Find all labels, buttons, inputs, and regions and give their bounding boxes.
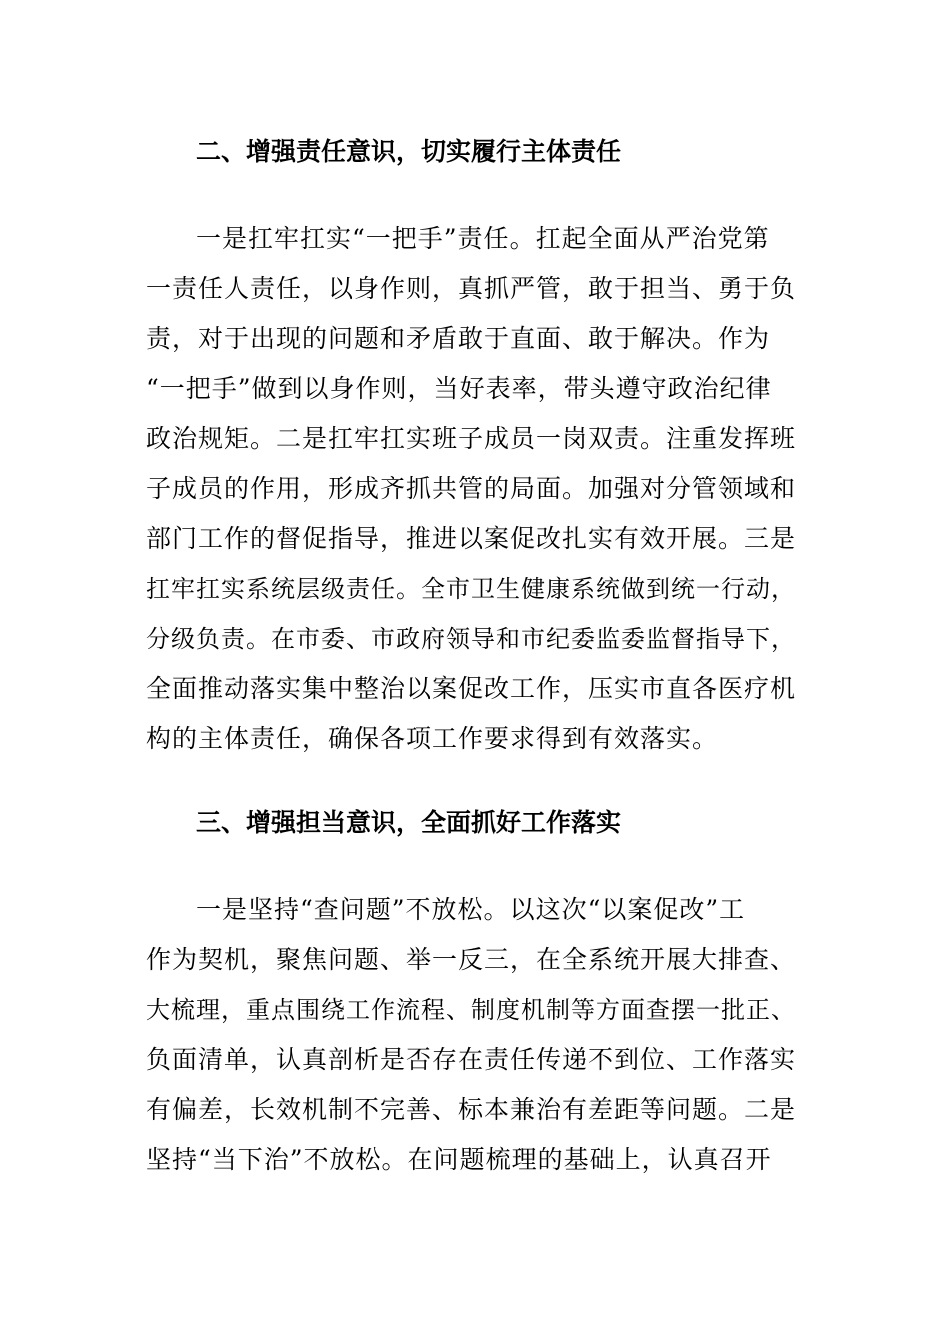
paragraph-line: 部门工作的督促指导，推进以案促改扎实有效开展。三是 bbox=[146, 524, 797, 553]
paragraph-line: 作为契机，聚焦问题、举一反三，在全系统开展大排查、 bbox=[146, 945, 797, 974]
paragraph-line: 一是坚持“查问题”不放松。以这次“以案促改”工 bbox=[196, 895, 746, 924]
paragraph-line: 全面推动落实集中整治以案促改工作，压实市直各医疗机 bbox=[146, 674, 797, 703]
paragraph-line: 构的主体责任，确保各项工作要求得到有效落实。 bbox=[146, 724, 719, 753]
paragraph-line: 扛牢扛实系统层级责任。全市卫生健康系统做到统一行动， bbox=[146, 575, 796, 603]
paragraph-line: 责，对于出现的问题和矛盾敢于直面、敢于解决。作为 bbox=[146, 324, 771, 353]
section-heading-3: 三、增强担当意识，全面抓好工作落实 bbox=[196, 808, 622, 837]
paragraph-line: 子成员的作用，形成齐抓共管的局面。加强对分管领域和 bbox=[146, 474, 797, 503]
paragraph-line: 一责任人责任，以身作则，真抓严管，敢于担当、勇于负 bbox=[146, 274, 797, 303]
section-heading-2: 二、增强责任意识，切实履行主体责任 bbox=[196, 137, 622, 166]
paragraph-line: 大梳理，重点围绕工作流程、制度机制等方面查摆一批正、 bbox=[146, 996, 796, 1024]
paragraph-line: 分级负责。在市委、市政府领导和市纪委监委监督指导下， bbox=[146, 625, 796, 653]
paragraph-line: 坚持“当下治”不放松。在问题梳理的基础上，认真召开 bbox=[146, 1145, 772, 1174]
paragraph-line: 有偏差，长效机制不完善、标本兼治有差距等问题。二是 bbox=[146, 1095, 797, 1124]
paragraph-line: 负面清单，认真剖析是否存在责任传递不到位、工作落实 bbox=[146, 1045, 797, 1074]
paragraph-line: “一把手”做到以身作则，当好表率，带头遵守政治纪律 bbox=[146, 374, 772, 403]
paragraph-line: 政治规矩。二是扛牢扛实班子成员一岗双责。注重发挥班 bbox=[146, 424, 797, 453]
paragraph-line: 一是扛牢扛实“一把手”责任。扛起全面从严治党第 bbox=[196, 224, 770, 253]
